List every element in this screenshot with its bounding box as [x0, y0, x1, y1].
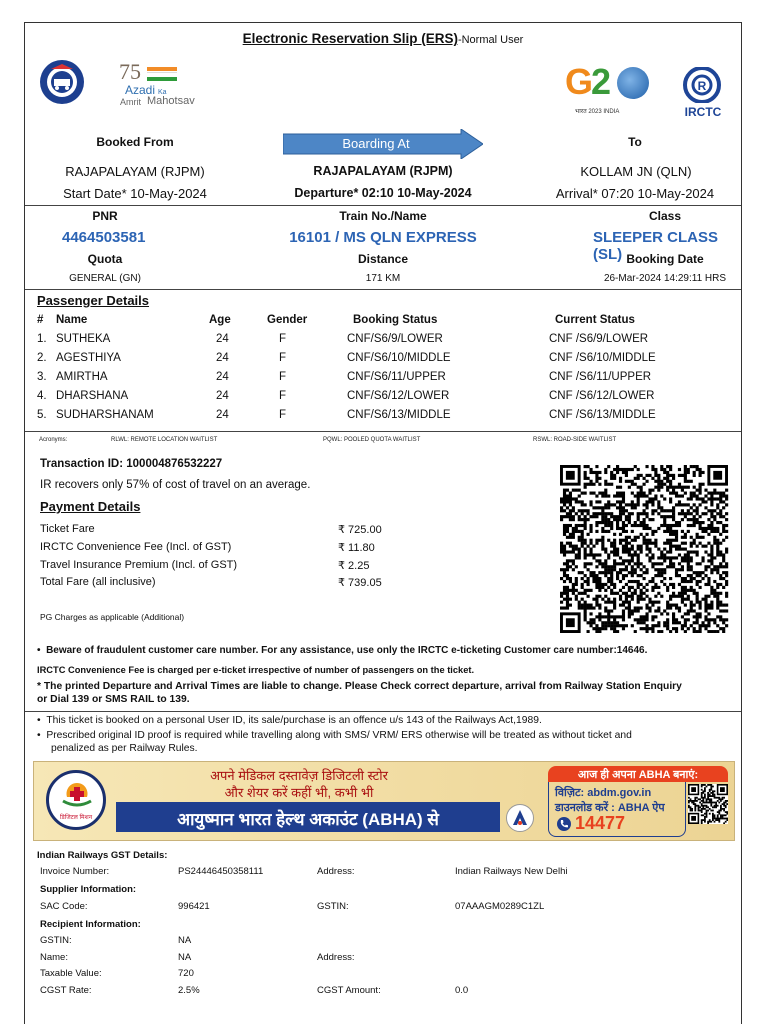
convenience-fee-notice: IRCTC Convenience Fee is charged per e-ticket irrespective of number of passengers on the ticket. — [37, 665, 475, 675]
passenger-gender: F — [279, 333, 287, 345]
passenger-booking-status: CNF/S6/11/UPPER — [347, 371, 446, 383]
banner-visit: विज़िट: abdm.gov.in — [555, 787, 652, 799]
boarding-at-label: Boarding At — [342, 136, 410, 151]
ir-recovery-note: IR recovers only 57% of cost of travel on an average. — [40, 479, 311, 491]
bullet-icon: • — [37, 715, 47, 726]
passenger-age: 24 — [216, 409, 229, 421]
id-proof-notice-line2: penalized as per Railway Rules. — [51, 743, 198, 754]
acronym-pqwl: PQWL: POOLED QUOTA WAITLIST — [323, 437, 421, 443]
passenger-current-status: CNF /S6/13/MIDDLE — [549, 409, 656, 421]
ticket-title — [25, 31, 741, 46]
insurance-value: ₹ 2.25 — [338, 560, 370, 572]
from-station: RAJAPALAYAM (RJPM) — [65, 164, 205, 179]
invoice-number: PS24446450358111 — [178, 866, 264, 877]
passenger-booking-status: CNF/S6/10/MIDDLE — [347, 352, 451, 364]
acronyms-label: Acronyms: — [39, 437, 68, 443]
ers-subtitle: -Normal User — [457, 34, 524, 46]
address-value: Indian Railways New Delhi — [455, 866, 568, 877]
passenger-details-heading: Passenger Details — [37, 293, 150, 308]
sac-code: 996421 — [178, 901, 210, 912]
start-date: Start Date* 10-May-2024 — [63, 186, 207, 201]
cgst-rate-label: CGST Rate: — [40, 985, 92, 996]
taxable-value-label: Taxable Value: — [40, 968, 102, 979]
departure-time: Departure* 02:10 10-May-2024 — [294, 186, 472, 200]
to-station: KOLLAM JN (QLN) — [580, 164, 692, 179]
train-label: Train No./Name — [339, 209, 427, 223]
azadi-ka-amrit-mahotsav-logo-icon: 75 Azadi Ka Amrit Mahotsav — [119, 59, 195, 107]
col-header-name: Name — [56, 314, 88, 326]
recipient-gstin-label: GSTIN: — [40, 935, 72, 946]
booking-date-label: Booking Date — [626, 252, 704, 266]
pnr-number: 4464503581 — [62, 229, 146, 246]
quota-value: GENERAL (GN) — [69, 273, 141, 284]
banner-main-text: आयुष्मान भारत हेल्थ अकाउंट (ABHA) से — [177, 810, 439, 829]
insurance-label: Travel Insurance Premium (Incl. of GST) — [40, 559, 238, 571]
transaction-id: Transaction ID: 100004876532227 — [40, 458, 223, 470]
passenger-name: SUDHARSHANAM — [56, 409, 154, 421]
total-fare-label: Total Fare (all inclusive) — [40, 576, 156, 588]
fare-label: Ticket Fare — [40, 523, 95, 535]
svg-text:R: R — [697, 79, 707, 93]
travel-class: SLEEPER CLASS (SL) — [593, 229, 719, 263]
booked-from-label: Booked From — [96, 135, 174, 149]
gst-heading: Indian Railways GST Details: — [37, 850, 168, 861]
col-header-age: Age — [209, 314, 231, 326]
passenger-current-status: CNF /S6/10/MIDDLE — [549, 352, 656, 364]
bullet-icon: • — [37, 645, 47, 656]
to-label: To — [628, 135, 642, 149]
sac-label: SAC Code: — [40, 901, 88, 912]
indian-railways-logo-icon — [39, 59, 85, 105]
recipient-address-label: Address: — [317, 952, 355, 963]
recipient-gstin-value: NA — [178, 935, 192, 946]
qr-code-icon — [555, 465, 733, 633]
ndhm-logo-icon: डिजिटल मिशन — [46, 770, 106, 830]
passenger-name: AMIRTHA — [56, 371, 108, 383]
passenger-booking-status: CNF/S6/9/LOWER — [347, 333, 443, 345]
banner-phone: 14477 — [575, 813, 626, 833]
pg-charges-note: PG Charges as applicable (Additional) — [40, 612, 185, 622]
fraud-warning: • Beware of fraudulent customer care number. For any assistance, use only the IRCTC e-ticketing Customer care number:14646. — [37, 645, 648, 656]
convenience-fee-label: IRCTC Convenience Fee (Incl. of GST) — [40, 541, 232, 553]
pnr-label: PNR — [92, 209, 118, 223]
convenience-fee-value: ₹ 11.80 — [338, 542, 375, 554]
divider — [25, 711, 741, 712]
id-proof-notice: • Prescribed original ID proof is required while travelling along with SMS/ VRM/ ERS otherwise will be treated as without ticket and — [37, 730, 632, 741]
passenger-name: DHARSHANA — [56, 390, 129, 402]
recipient-heading: Recipient Information: — [40, 919, 141, 930]
ers-title: Electronic Reservation Slip (ERS) — [242, 31, 458, 46]
cgst-amount-label: CGST Amount: — [317, 985, 381, 996]
passenger-current-status: CNF /S6/9/LOWER — [549, 333, 649, 345]
times-notice-line1: * The printed Departure and Arrival Times are liable to change. Please Check correct departure, arrival from Railway Station Enquiry — [37, 681, 682, 692]
passenger-gender: F — [279, 371, 287, 383]
abha-banner[interactable] — [33, 761, 735, 841]
passenger-age: 24 — [216, 333, 229, 345]
class-label: Class — [648, 209, 682, 223]
phone-icon — [557, 817, 571, 831]
passenger-name: AGESTHIYA — [56, 352, 121, 364]
divider — [25, 289, 741, 290]
divider — [25, 205, 741, 206]
banner-line2: और शेयर करें कहीं भी, कभी भी — [224, 785, 374, 800]
ers-ticket: Electronic Reservation Slip (ERS)-Normal User 75 Azadi Ka Amrit Mahotsav G2 भारत 2023 INDIA R IRCTC Booked From Boarding At To RAJAPALAYAM (RJPM) RAJAPALAYAM (RJPM) KOLLAM JN (QLN) Start Date* 10-May-2024 Departure* 02:10 10-May-2024 Arrival* 07:20 10-May-2024 PNR Train No./Name Class 4464503581 16101 / MS QLN EXPRESS SLEEPER CLASS (SL) Quota Distance Booking Date GENERAL (GN) 171 KM 26-Mar-2024 14:29:11 HRS Passenger Details # Name Age Gender Booking Status Current Status 1. SUTHEKA 24 F CNF/S6/9/LOWER CNF /S6/9/LOWER 2. AGESTHIYA 24 F CNF/S6/10/MIDDLE CNF /S6/10/MIDDLE 3. AMIRTHA 24 F CNF/S6/11/UPPER CNF /S6/11/UPPER 4. DHARSHANA 24 F CNF/S6/12/LOWER CNF /S6/12/LOWER 5. SUDHARSHANAM 24 F CNF/S6/13/MIDDLE CNF /S6/13/MIDDLE Acronyms: RLWL: REMOTE LOCATION WAITLIST PQWL: POOLED QUOTA WAITLIST RSWL: ROAD-SIDE WAITLIST Transaction ID: 100004876532227 IR recovers only 57% of cost of travel on an average. Payment Details Ticket Fare ₹ 725.00 IRCTC Convenience Fee (Incl. of GST) ₹ 11.80 Travel Insurance Premium (Incl. of GST) ₹ 2.25 Total Fare (all inclusive) ₹ 739.05 PG Charges as applicable (Additional) • Beware of fraudulent customer care number. For any assistance, use only the IRCTC e-ticketing Customer care number:14646. IRCTC Convenience Fee is charged per e-ticket irrespective of number of passengers on the ticket. * The printed Departure and Arrival Times are liable to change. Please Check correct departure, arrival from Railway Station Enquiry or Dial 139 or SMS RAIL to 139. • This ticket is booked on a personal User ID, its sale/purchase is an offence u/s 143 of the Railways Act,1989. • Prescribed original ID proof is required while travelling along with SMS/ VRM/ ERS otherwise will be treated as without ticket and penalized as per Railway Rules. डिजिटल मिशन अपने मेडिकल दस्तावेज़ डिजिटली स्टोर और शेयर करें कहीं भी, कभी भी आयुष्मान भारत हेल्थ अकाउंट (ABHA) से आज ही अपना ABHA बनाएं: विज़िट: abdm.gov.in डाउनलोड करें : ABHA ऐप 14477 Indian Railways GST Details: Invoice Number: PS24446450358111 Address: Indian Railways New Delhi Supplier Information: SAC Code: 996421 GSTIN: 07AAAGM0289C1ZL Recipient Information: GSTIN: NA Name: NA Address: Taxable Value: 720 CGST Rate: 2.5% CGST Amount: 0.0 — [24, 22, 742, 1024]
gstin-label: GSTIN: — [317, 901, 349, 912]
banner-qr-code-icon — [688, 784, 728, 824]
supplier-heading: Supplier Information: — [40, 884, 137, 895]
banner-cta: आज ही अपना ABHA बनाएं: — [577, 769, 699, 781]
booking-date-value: 26-Mar-2024 14:29:11 HRS — [603, 273, 727, 284]
passenger-age: 24 — [216, 390, 229, 402]
taxable-value: 720 — [178, 968, 194, 979]
banner-line1: अपने मेडिकल दस्तावेज़ डिजिटली स्टोर — [210, 768, 388, 783]
passenger-current-status: CNF /S6/12/LOWER — [549, 390, 655, 402]
divider — [25, 431, 741, 432]
recipient-name-value: NA — [178, 952, 192, 963]
bullet-icon: • — [37, 730, 47, 741]
boarding-at-arrow — [283, 129, 483, 159]
col-header-booking-status: Booking Status — [353, 314, 438, 326]
banner-main-strip — [116, 802, 500, 832]
address-label: Address: — [317, 866, 355, 877]
quota-label: Quota — [87, 252, 123, 266]
passenger-booking-status: CNF/S6/12/LOWER — [347, 390, 450, 402]
cgst-rate: 2.5% — [178, 985, 200, 996]
banner-contact-box — [548, 782, 686, 837]
times-notice-line2: or Dial 139 or SMS RAIL to 139. — [37, 694, 190, 705]
passenger-booking-status: CNF/S6/13/MIDDLE — [347, 409, 451, 421]
distance-label: Distance — [357, 252, 409, 266]
col-header-gender: Gender — [267, 314, 308, 326]
banner-download: डाउनलोड करें : ABHA ऐप — [555, 802, 665, 814]
acronym-rlwl: RLWL: REMOTE LOCATION WAITLIST — [111, 437, 218, 443]
passenger-current-status: CNF /S6/11/UPPER — [549, 371, 652, 383]
irctc-logo-icon: R IRCTC — [671, 67, 735, 123]
g20-logo-icon: G2 भारत 2023 INDIA — [565, 63, 665, 117]
invoice-label: Invoice Number: — [40, 866, 110, 877]
fare-value: ₹ 725.00 — [338, 524, 382, 536]
passenger-gender: F — [279, 409, 287, 421]
arrival-time: Arrival* 07:20 10-May-2024 — [555, 186, 715, 201]
passenger-gender: F — [279, 352, 287, 364]
acronym-rswl: RSWL: ROAD-SIDE WAITLIST — [533, 437, 617, 443]
passenger-gender: F — [279, 390, 287, 402]
payment-details-heading: Payment Details — [40, 499, 141, 514]
boarding-station: RAJAPALAYAM (RJPM) — [313, 164, 453, 178]
gstin-value: 07AAAGM0289C1ZL — [455, 901, 545, 912]
total-fare-value: ₹ 739.05 — [338, 577, 382, 589]
col-header-current-status: Current Status — [555, 314, 635, 326]
abha-logo-icon — [506, 804, 534, 832]
cgst-amount: 0.0 — [455, 985, 469, 996]
col-header-number: # — [37, 314, 44, 326]
banner-cta-strip — [548, 766, 728, 782]
passenger-age: 24 — [216, 371, 229, 383]
personal-id-notice: • This ticket is booked on a personal User ID, its sale/purchase is an offence u/s 143 of the Railways Act,1989. — [37, 715, 542, 726]
passenger-name: SUTHEKA — [56, 333, 111, 345]
train-number-name: 16101 / MS QLN EXPRESS — [289, 229, 477, 246]
passenger-age: 24 — [216, 352, 229, 364]
recipient-name-label: Name: — [40, 952, 68, 963]
distance-value: 171 KM — [365, 273, 401, 284]
